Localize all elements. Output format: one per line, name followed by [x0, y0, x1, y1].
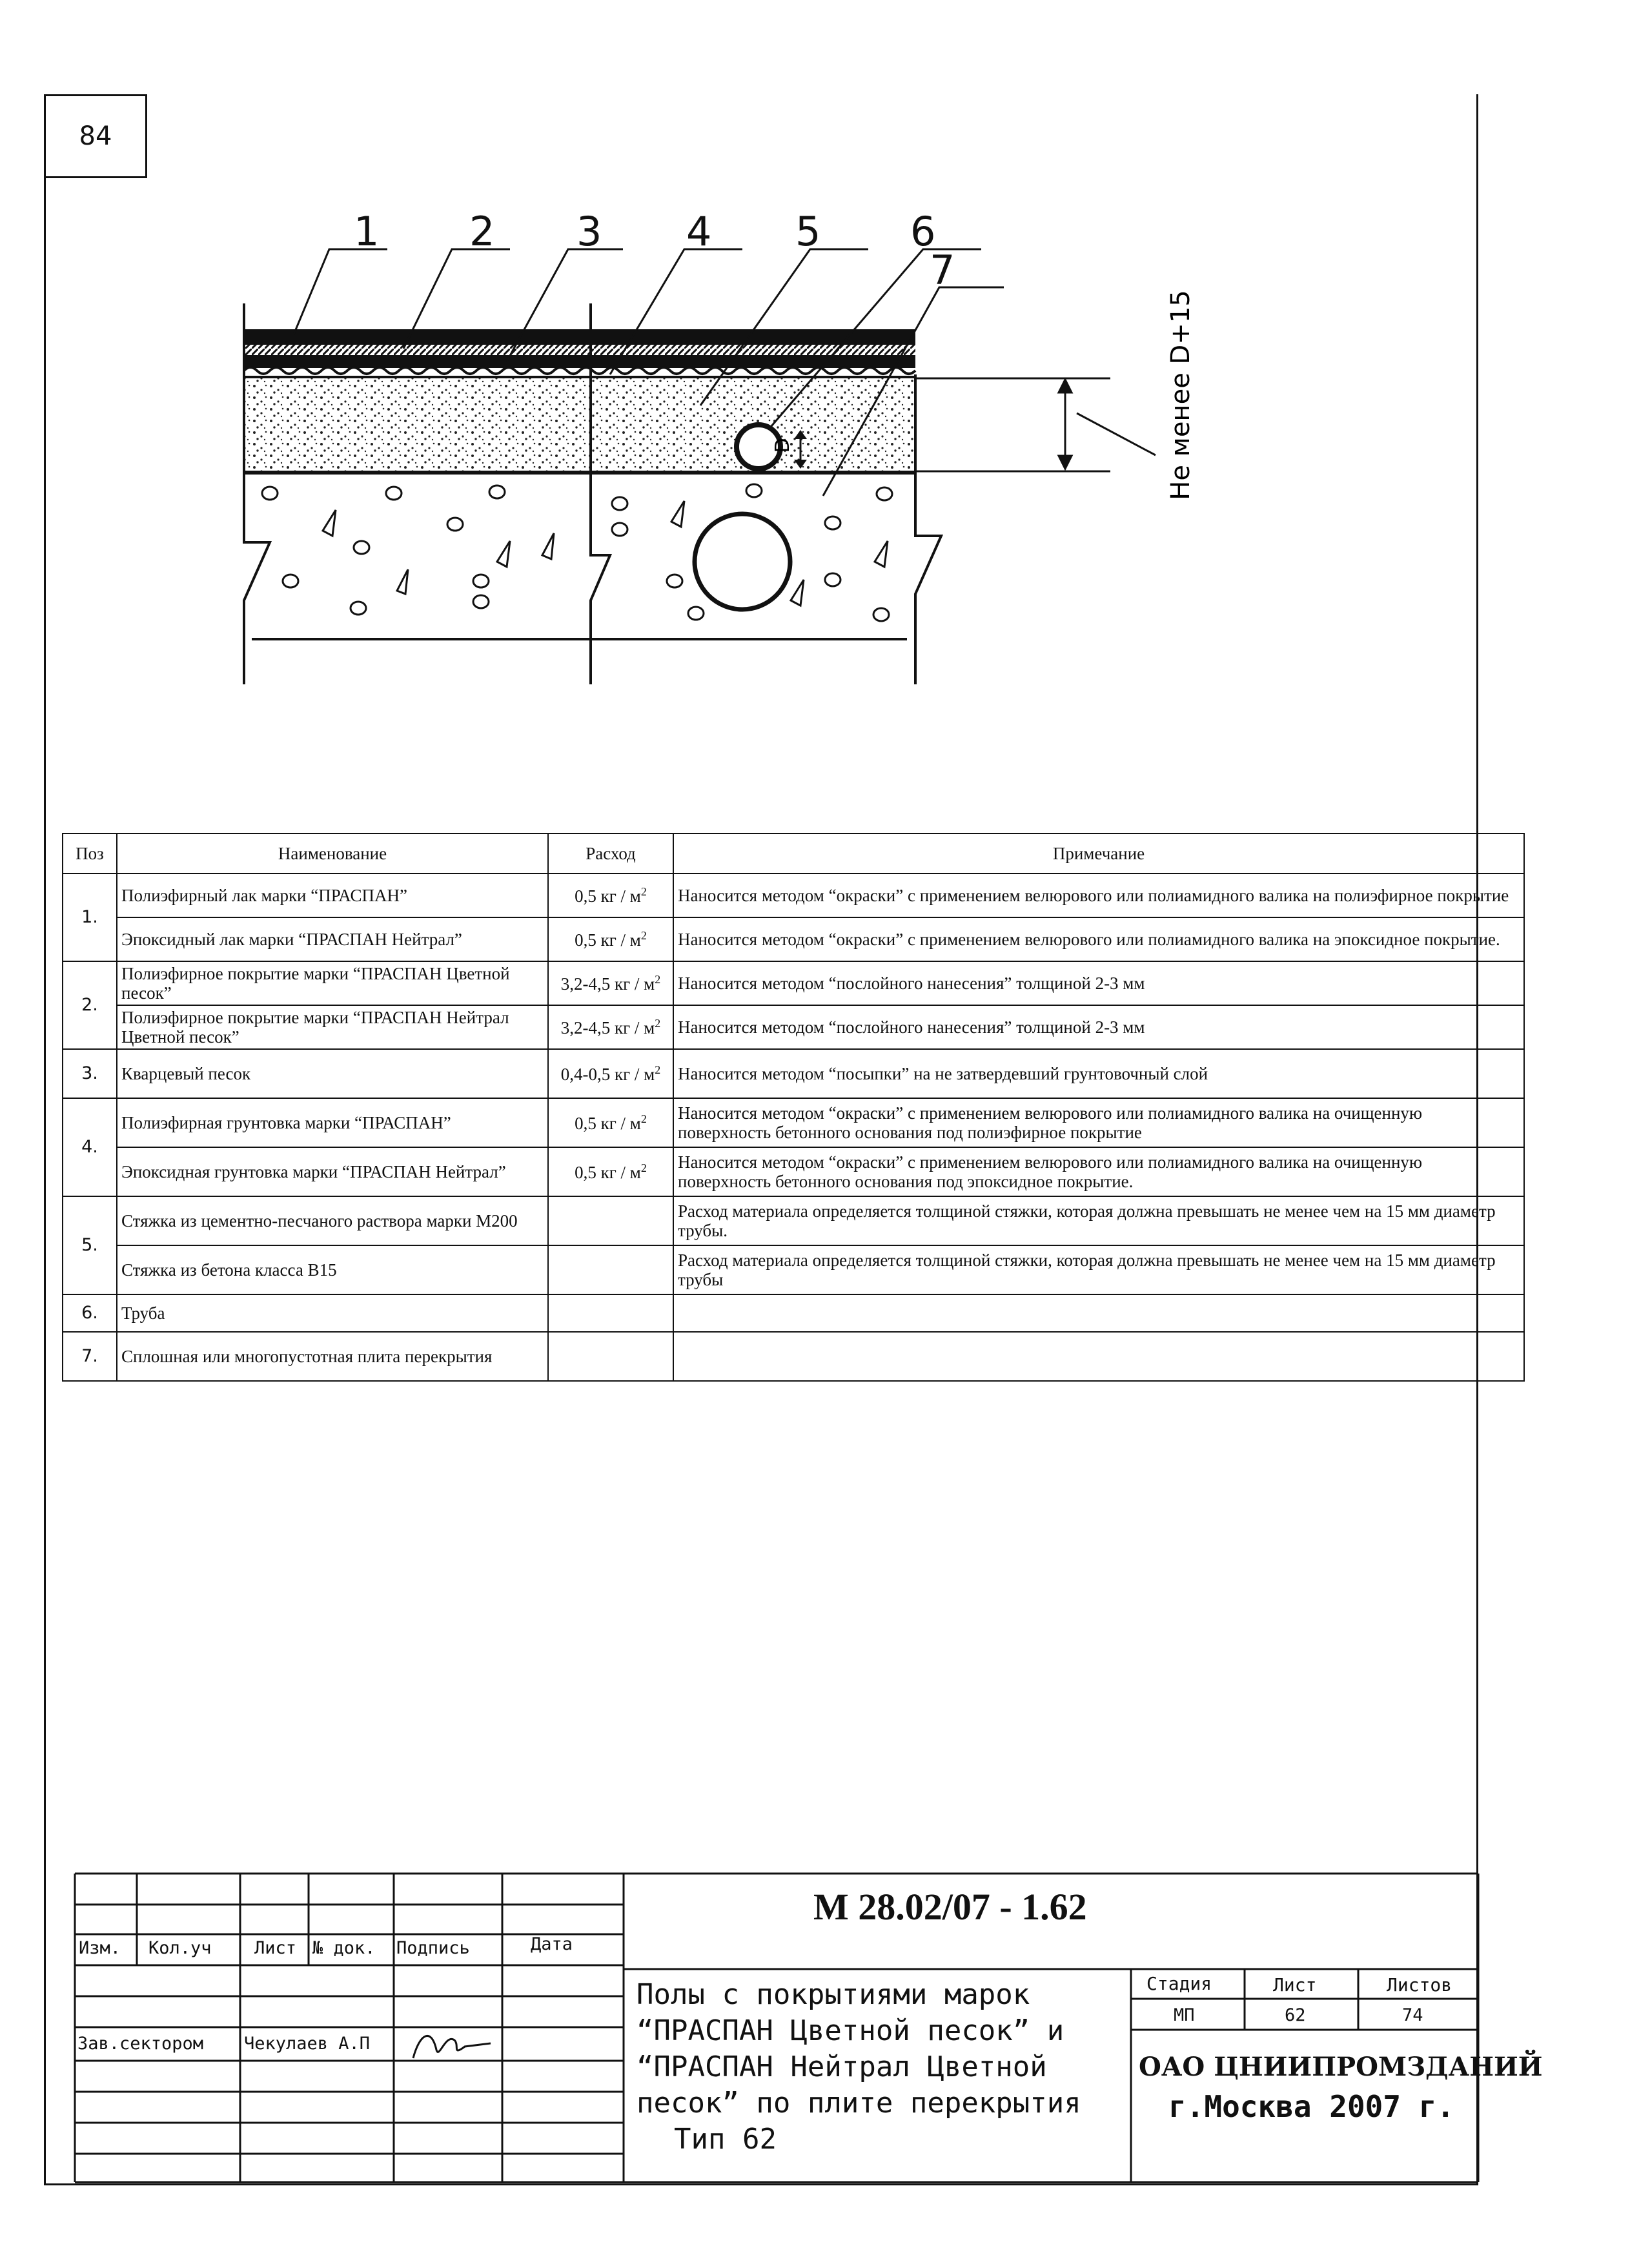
callout-1: 1: [354, 208, 380, 255]
row-note: Наносится методом “окраски” с применением велюрового или полиамидного валика на очищенную поверхность бетонного основания под полиэфирное покрытие: [673, 1098, 1524, 1147]
drawing-title: [637, 1977, 1081, 2158]
row-note: Наносится методом “окраски” с применением велюрового или полиамидного валика на полиэфирное покрытие: [673, 873, 1524, 917]
row-name: Кварцевый песок: [117, 1049, 548, 1098]
header-note: Примечание: [673, 833, 1524, 873]
callout-5: 5: [795, 208, 821, 255]
callout-7: 7: [930, 247, 955, 294]
organization: ОАО ЦНИИПРОМЗДАНИЙ: [1139, 2052, 1543, 2082]
row-pos: 4.: [63, 1098, 117, 1196]
title-line: Полы с покрытиями марок: [637, 1978, 1030, 2011]
callout-3: 3: [576, 208, 602, 255]
row-qty: 0,5 кг / $м^2$: [548, 917, 673, 961]
doc-code: М 28.02/07 - 1.62: [813, 1886, 1087, 1928]
row-pos: 5.: [63, 1196, 117, 1294]
row-note: Наносится методом “послойного нанесения” толщиной 2-3 мм: [673, 1005, 1524, 1049]
header-pos: Поз: [63, 833, 117, 873]
row-qty: 0,4-0,5 кг / $м^2$: [548, 1049, 673, 1098]
col-sign: Подпись: [396, 1938, 470, 1958]
sheets-value: 74: [1402, 2005, 1423, 2025]
title-line: Тип 62: [674, 2123, 777, 2156]
row-note: Наносится методом “окраски” с применением велюрового или полиамидного валика на эпоксидное покрытие.: [673, 917, 1524, 961]
callout-4: 4: [686, 208, 712, 255]
row-name: Эпоксидная грунтовка марки “ПРАСПАН Нейтрал”: [117, 1147, 548, 1196]
col-izm: Изм.: [79, 1938, 121, 1958]
row-note: Расход материала определяется толщиной стяжки, которая должна превышать не менее чем на 15 мм диаметр трубы.: [673, 1196, 1524, 1245]
row-pos: 7.: [63, 1332, 117, 1381]
col-kol: Кол.уч: [148, 1938, 212, 1958]
title-line: “ПРАСПАН Нейтрал Цветной: [637, 2050, 1047, 2083]
row-qty: 0,5 кг / $м^2$: [548, 873, 673, 917]
row-name: Труба: [117, 1294, 548, 1332]
stage-header: Стадия: [1146, 1973, 1212, 1994]
row-name: Стяжка из бетона класса В15: [117, 1245, 548, 1294]
role-label: Зав.сектором: [77, 2034, 204, 2054]
row-qty: 3,2-4,5 кг / $м^2$: [548, 1005, 673, 1049]
stage-value: МП: [1174, 2005, 1195, 2025]
col-doc: № док.: [312, 1938, 376, 1958]
sheets-header: Листов: [1387, 1974, 1452, 1996]
row-name: Полиэфирное покрытие марки “ПРАСПАН Нейтрал Цветной песок”: [117, 1005, 548, 1049]
row-note: Наносится методом “послойного нанесения” толщиной 2-3 мм: [673, 961, 1524, 1005]
sheet-number: 84: [44, 94, 147, 178]
row-name: Сплошная или многопустотная плита перекрытия: [117, 1332, 548, 1381]
row-qty: 0,5 кг / $м^2$: [548, 1098, 673, 1147]
row-qty: 0,5 кг / $м^2$: [548, 1147, 673, 1196]
sheet-value: 62: [1285, 2005, 1306, 2025]
row-name: Полиэфирный лак марки “ПРАСПАН”: [117, 873, 548, 917]
header-qty: Расход: [548, 833, 673, 873]
row-pos: 2.: [63, 961, 117, 1049]
row-pos: 3.: [63, 1049, 117, 1098]
row-note: Наносится методом “окраски” с применением велюрового или полиамидного валика на очищенную поверхность бетонного основания под эпоксидное покрытие.: [673, 1147, 1524, 1196]
city-year: г.Москва 2007 г.: [1168, 2089, 1455, 2124]
callout-2: 2: [469, 208, 495, 255]
col-date: Дата: [531, 1934, 573, 1954]
row-pos: 1.: [63, 873, 117, 961]
sheet-header: Лист: [1273, 1974, 1317, 1996]
row-name: Эпоксидный лак марки “ПРАСПАН Нейтрал”: [117, 917, 548, 961]
row-pos: 6.: [63, 1294, 117, 1332]
row-name: Полиэфирная грунтовка марки “ПРАСПАН”: [117, 1098, 548, 1147]
row-name: Стяжка из цементно-песчаного раствора марки М200: [117, 1196, 548, 1245]
title-line: “ПРАСПАН Цветной песок” и: [637, 2014, 1064, 2047]
row-name: Полиэфирное покрытие марки “ПРАСПАН Цветной песок”: [117, 961, 548, 1005]
col-list: Лист: [254, 1938, 297, 1958]
pipe-diameter-label: D: [771, 438, 794, 453]
row-note: Наносится методом “посыпки” на не затвердевший грунтовочный слой: [673, 1049, 1524, 1098]
row-qty: 3,2-4,5 кг / $м^2$: [548, 961, 673, 1005]
dimension-note: Не менее D+15: [1166, 290, 1196, 500]
title-line: песок” по плите перекрытия: [637, 2087, 1081, 2120]
person-name: Чекулаев А.П: [244, 2034, 371, 2054]
callout-6: 6: [910, 208, 936, 255]
header-name: Наименование: [117, 833, 548, 873]
row-note: Расход материала определяется толщиной стяжки, которая должна превышать не менее чем на 15 мм диаметр трубы: [673, 1245, 1524, 1294]
